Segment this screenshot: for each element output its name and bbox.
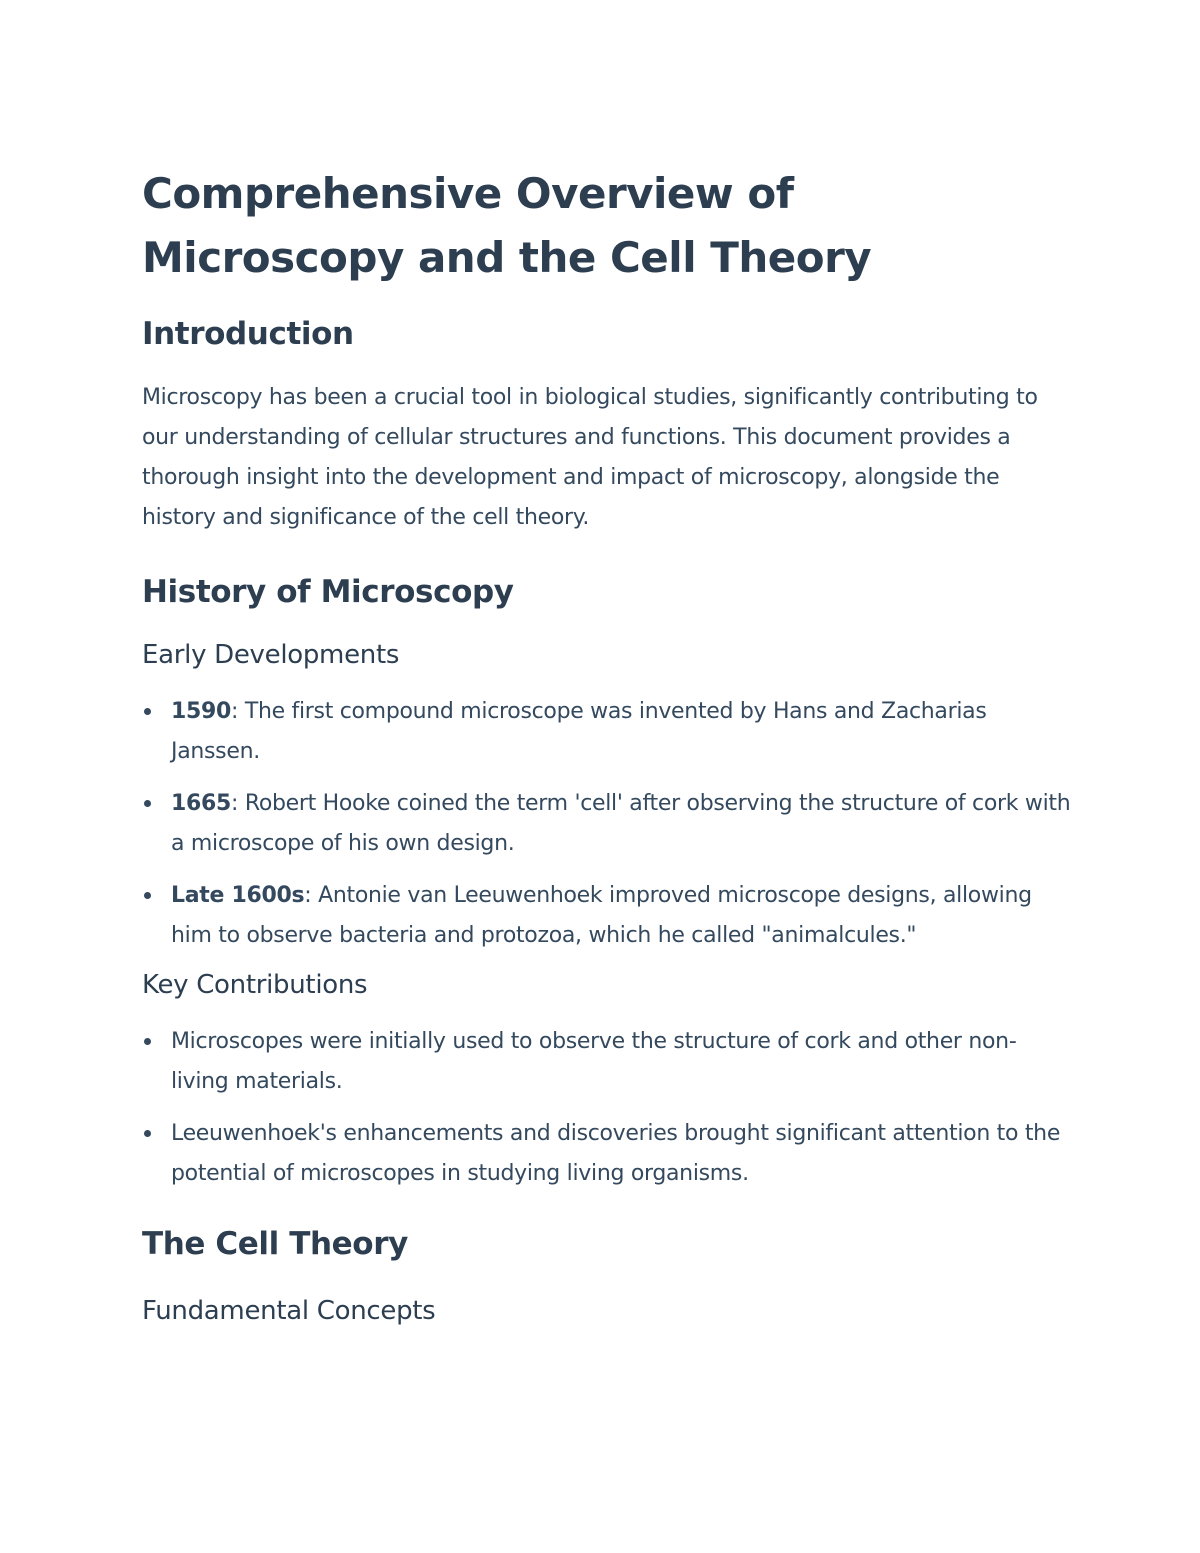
list-item-term: Late 1600s (171, 883, 305, 908)
list-item-term: 1665 (171, 791, 232, 816)
document-title: Comprehensive Overview of Microscopy and the Cell Theory (142, 169, 872, 282)
introduction-paragraph: Microscopy has been a crucial tool in biological studies, significantly contributing to our understanding of cellular structures and functions. This document provides a thorough insight into the development and impact of microscopy, alongside the history and significance of the cell theory. (142, 385, 1038, 530)
fundamental-concepts-heading: Fundamental Concepts (142, 1296, 436, 1326)
cell-theory-heading: The Cell Theory (142, 1226, 408, 1262)
introduction-heading: Introduction (142, 316, 354, 352)
list-item (142, 784, 1072, 864)
list-item (142, 876, 1072, 956)
list-item-text: : The first compound microscope was invented by Hans and Zacharias Janssen. (171, 699, 987, 764)
list-item: Leeuwenhoek's enhancements and discoveries brought significant attention to the potential of microscopes in studying living organisms. (142, 1114, 1072, 1194)
document-page (142, 162, 1072, 1328)
history-heading: History of Microscopy (142, 574, 514, 610)
list-item-text: : Antonie van Leeuwenhoek improved microscope designs, allowing him to observe bacteria and protozoa, which he called "animalcules." (171, 883, 1032, 948)
list-item-text: : Robert Hooke coined the term 'cell' after observing the structure of cork with a microscope of his own design. (171, 791, 1071, 856)
key-contributions-heading: Key Contributions (142, 970, 368, 1000)
list-item: Microscopes were initially used to observe the structure of cork and other non-living materials. (142, 1022, 1072, 1102)
list-item (142, 692, 1072, 772)
early-developments-list (142, 692, 1072, 956)
early-developments-heading: Early Developments (142, 640, 400, 670)
key-contributions-list (142, 1022, 1072, 1194)
list-item-term: 1590 (171, 699, 232, 724)
